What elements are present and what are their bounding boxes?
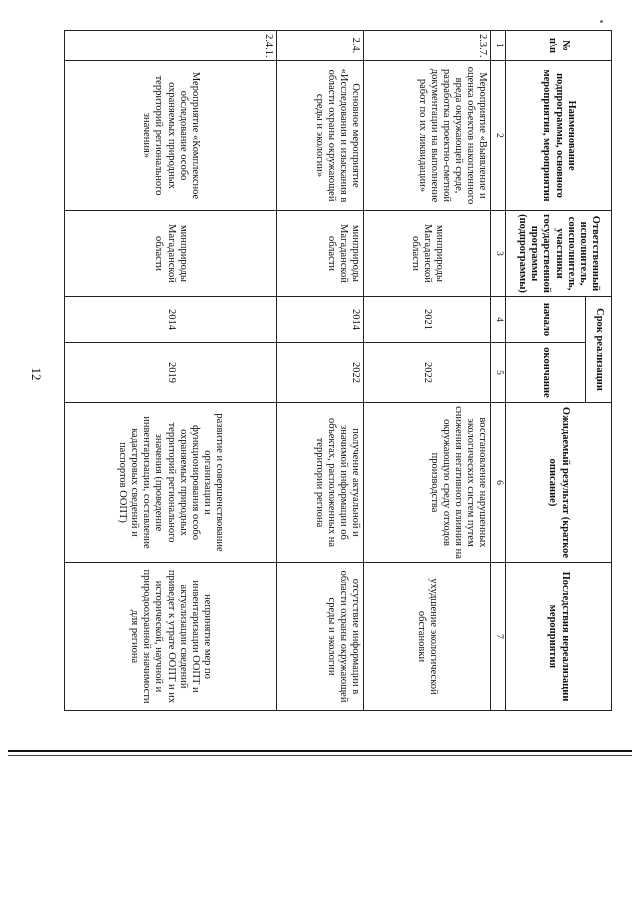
- header-executor: Ответственный исполнитель, соисполнитель, участники государственной программы (подпрограммы): [506, 211, 612, 297]
- row-consequences: ухудшение экологической обстановки: [363, 563, 490, 711]
- bottom-rule: [8, 750, 632, 752]
- row-num: 2.3.7.: [363, 31, 490, 61]
- index-cell: 3: [491, 211, 506, 297]
- index-row: [491, 31, 506, 711]
- table-row: [65, 31, 277, 711]
- header-name: Наименование подпрограммы, основного мероприятия, мероприятия: [506, 61, 612, 211]
- row-start: 2014: [276, 297, 363, 343]
- index-cell: 1: [491, 31, 506, 61]
- header-num: № п\п: [506, 31, 612, 61]
- header-term: Срок реализации: [586, 297, 612, 403]
- row-start: 2014: [65, 297, 277, 343]
- header-result: Ожидаемый результат (краткое описание): [506, 403, 612, 563]
- index-cell: 5: [491, 343, 506, 403]
- row-name: Мероприятие «Комплексное обследование особо охраняемых природных территорий регионального значения»: [65, 61, 277, 211]
- row-result: получение актуальной и значимой информации об объектах, расположенных на территории региона: [276, 403, 363, 563]
- row-consequences: отсутствие информации в области охраны окружающей среды и экологии: [276, 563, 363, 711]
- index-cell: 6: [491, 403, 506, 563]
- program-table: [64, 30, 612, 711]
- row-end: 2022: [276, 343, 363, 403]
- row-executor: минприроды Магаданской области: [276, 211, 363, 297]
- row-end: 2022: [363, 343, 490, 403]
- bottom-rule-thin: [8, 755, 632, 756]
- table-row: [363, 31, 490, 711]
- index-cell: 4: [491, 297, 506, 343]
- row-executor: минприроды Магаданской области: [363, 211, 490, 297]
- index-cell: 7: [491, 563, 506, 711]
- header-consequences: Последствия нереализации мероприятия: [506, 563, 612, 711]
- index-cell: 2: [491, 61, 506, 211]
- row-consequences: непринятие мер по инвентаризации ООПТ и актуализации сведений приведет к утрате ООПТ и их исторической, научной и природоохранной значимости для региона: [65, 563, 277, 711]
- header-start: начало: [506, 297, 586, 343]
- rotated-table-wrapper: [64, 30, 612, 710]
- header-end: окончание: [506, 343, 586, 403]
- table-row: [276, 31, 363, 711]
- row-name: Основное мероприятие «Исследования и изыскания в области охраны окружающей среды и экологии»: [276, 61, 363, 211]
- row-result: развитие и совершенствование организации и функционирования особо охраняемых природных территорий регионального значения (проведение инвентаризации, составление кадастровых сведений и паспортов ООПТ): [65, 403, 277, 563]
- row-num: 2.4.1.: [65, 31, 277, 61]
- row-executor: минприроды Магаданской области: [65, 211, 277, 297]
- row-end: 2019: [65, 343, 277, 403]
- row-name: Мероприятие «Выявление и оценка объектов накопленного вреда окружающей среде, разработка проектно-сметной документации на выполнение работ по их ликвидации»: [363, 61, 490, 211]
- row-num: 2.4.: [276, 31, 363, 61]
- row-start: 2021: [363, 297, 490, 343]
- page-number: 12: [29, 367, 44, 381]
- speck: [600, 20, 603, 23]
- row-result: восстановление нарушенных экологических систем путем снижения негативного влияния на окружающую среду отходов производства: [363, 403, 490, 563]
